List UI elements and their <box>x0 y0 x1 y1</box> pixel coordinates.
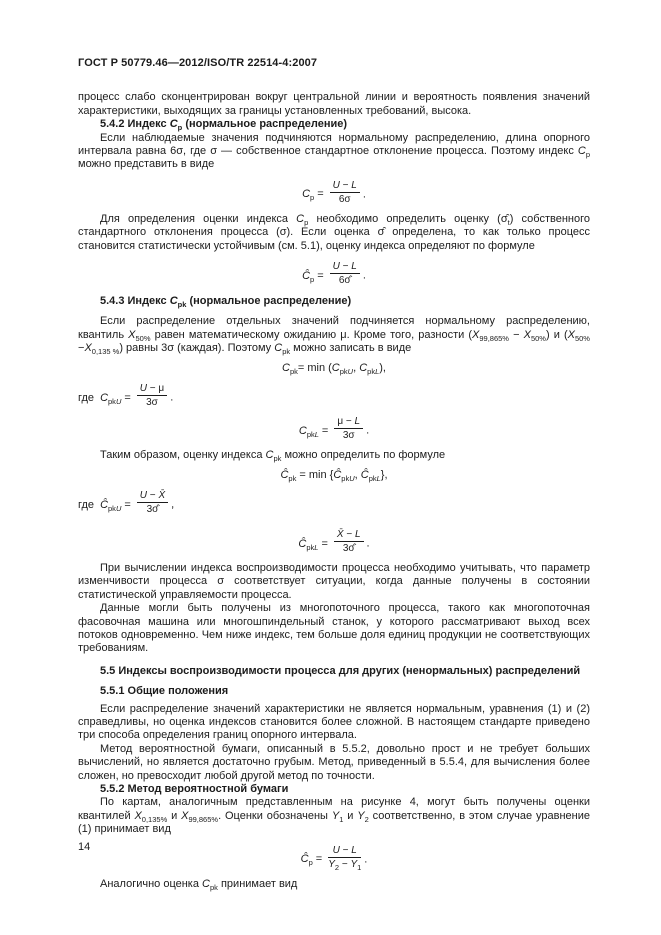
paragraph-5-4-2-2: Для определения оценки индекса $C_p$ необходимо определить оценку $(\sigmâ_t)$ собственного стандартного отклонения процесса (σ). Если оценка σ̂ определена, то как только процесс становится статистически устойчивым (см. 5.1), оценку индекса определяют по формуле <box>78 212 590 252</box>
fraction-denominator: 3σ̂ <box>146 503 159 515</box>
equals-sign: = <box>124 391 131 404</box>
section-heading-5-4-2: 5.4.2 Индекс $C_p$ (нормальное распределение) <box>100 118 348 133</box>
section-heading-5-5: 5.5 Индексы воспроизводимости процесса для других (ненормальных) распределений <box>100 664 581 677</box>
formula-cpkl <box>78 416 590 441</box>
formula-punctuation: , <box>171 498 175 511</box>
paragraph-5-4-3-1: Если распределение отдельных значений подчиняется нормальному распределению, квантиль $X_{50\%}$ равен математическому ожиданию μ. Кроме того, разности $(X_{99,865\%} - X_{50\%})$ и $(X_{50\%}-X_{0,135 \%})$ равны 3σ (каждая). Поэтому $C_{pk}$ можно записать в виде <box>78 315 590 357</box>
fraction <box>330 261 360 286</box>
fraction-numerator: U − L <box>330 180 360 193</box>
equals-sign: = <box>321 424 329 437</box>
paragraph-5-5-1-1: Если распределение значений характеристики не является нормальным, уравнения (1) и (2) справедливы, но оценка индексов становится более сложной. В настоящем стандарте приведено три способа определения границ опорного интервала. <box>78 702 590 742</box>
formula-lhs: $C_{pkL}$ <box>298 424 319 439</box>
formula-lhs: $Ĉ_{pkL}$ <box>298 537 319 552</box>
fraction <box>330 180 360 205</box>
fraction-denominator: 3σ <box>342 430 355 442</box>
fraction-numerator: U − L <box>330 261 360 274</box>
fraction-denominator: 6σ̂ <box>338 275 351 287</box>
page-number: 14 <box>78 841 91 853</box>
section-heading-5-5-2: 5.5.2 Метод вероятностной бумаги <box>100 783 289 795</box>
fraction <box>334 416 363 441</box>
formula-cpkl-hat <box>78 529 590 554</box>
paragraph-intro: процесс слабо сконцентрирован вокруг центральной линии и вероятность появления значений характеристики, выходящих за границы установленных требований, высока. <box>78 91 590 117</box>
fraction-numerator: μ − L <box>334 416 363 429</box>
document-header: ГОСТ Р 50779.46—2012/ISO/TR 22514-4:2007 <box>78 57 318 69</box>
equation-cpk-min: $C_{pk}= \min (C_{pkU}$, $C_{pkL}$), <box>281 361 386 376</box>
formula-lhs: $Ĉ_p$ <box>300 853 313 868</box>
fraction <box>328 845 361 870</box>
fraction-numerator: X̄ − L <box>334 529 364 542</box>
formula-punctuation: . <box>366 537 370 550</box>
equals-sign: = <box>315 853 323 866</box>
formula-punctuation: . <box>364 853 368 866</box>
fraction-denominator: $Y_2 - Y_1$ <box>328 858 362 872</box>
equals-sign: = <box>317 188 324 201</box>
fraction-numerator: U − μ <box>137 383 167 396</box>
formula-punctuation: . <box>170 391 174 404</box>
equals-sign: = <box>321 537 328 550</box>
section-heading-5-4-3: 5.4.3 Индекс $C_{pk}$ (нормальное распределение) <box>100 295 352 310</box>
section-heading-5-5-1: 5.5.1 Общие положения <box>100 685 229 698</box>
formula-lhs: $C_p$ <box>302 188 315 203</box>
paragraph-5-5-1-2: Метод вероятностной бумаги, описанный в 5.5.2, довольно прост и не требует больших вычислений, но является достаточно грубым. Метод, приведенный в 5.5.4, для вычисления более сложен, но превосходит любой другой метод по точности. <box>78 742 590 782</box>
formula-cp-probability-paper <box>78 845 590 870</box>
formula-lhs: $Ĉ_{pkU}$ <box>100 498 122 513</box>
formula-cpku <box>78 383 590 408</box>
equation-cpkhat-min: $Ĉ_{pk} = \min$ {$Ĉ_{pkU}$, $Ĉ_{pkL}$}, <box>280 468 388 483</box>
paragraph-5-5-2-1: По картам, аналогичным представленным на рисунке 4, могут быть получены оценки квантилей $X_{0,135\%}$ и $X_{99,865\%}$. Оценки обозначены $Y_1$ и $Y_2$ соответственно, в этом случае уравнение (1) принимает вид <box>78 796 590 836</box>
formula-punctuation: . <box>362 188 366 201</box>
paragraph-5-4-3-4: Данные могли быть получены из многопоточного процесса, такого как многопоточная фасовочная машина или многошпиндельный станок, у которого рассматривают выход всех потоков одновременно. Чем ниже индекс, тем больше доля единиц продукции не соответствующих требованиям. <box>78 602 590 655</box>
formula-prefix: где <box>78 391 95 404</box>
paragraph-5-4-2-1: Если наблюдаемые значения подчиняются нормальному распределению, длина опорного интервала равна 6σ, где σ — собственное стандартное отклонение процесса. Поэтому индекс $C_p$ можно представить в виде <box>78 131 590 171</box>
fraction-numerator: U − L <box>328 845 361 858</box>
fraction-denominator: 3σ̂ <box>342 542 355 554</box>
formula-cp <box>78 180 590 205</box>
paragraph-5-5-2-2: Аналогично оценка $C_{pk}$ принимает вид <box>100 877 298 892</box>
formula-cpku-hat <box>78 490 590 515</box>
paragraph-5-4-3-3: При вычислении индекса воспроизводимости процесса необходимо учитывать, что параметр изменчивости процесса σ соответствует ситуации, когда данные получены в состоянии статистической управляемости процесса. <box>78 561 590 601</box>
fraction-numerator: U − X̄ <box>137 490 168 503</box>
formula-punctuation: . <box>362 269 366 282</box>
fraction-denominator: 6σ <box>338 193 351 205</box>
fraction <box>334 529 364 554</box>
formula-lhs: $Ĉ_p$ <box>302 269 315 284</box>
equals-sign: = <box>124 498 131 511</box>
equals-sign: = <box>317 269 324 282</box>
fraction-denominator: 3σ <box>146 397 158 409</box>
fraction <box>137 383 167 408</box>
fraction <box>137 490 168 515</box>
formula-prefix: где <box>78 498 95 511</box>
formula-punctuation: . <box>366 424 370 437</box>
paragraph-5-4-3-2: Таким образом, оценку индекса $C_{pk}$ можно определить по формуле <box>100 449 446 464</box>
formula-cp-hat <box>78 261 590 286</box>
formula-lhs: $C_{pkU}$ <box>100 391 122 406</box>
